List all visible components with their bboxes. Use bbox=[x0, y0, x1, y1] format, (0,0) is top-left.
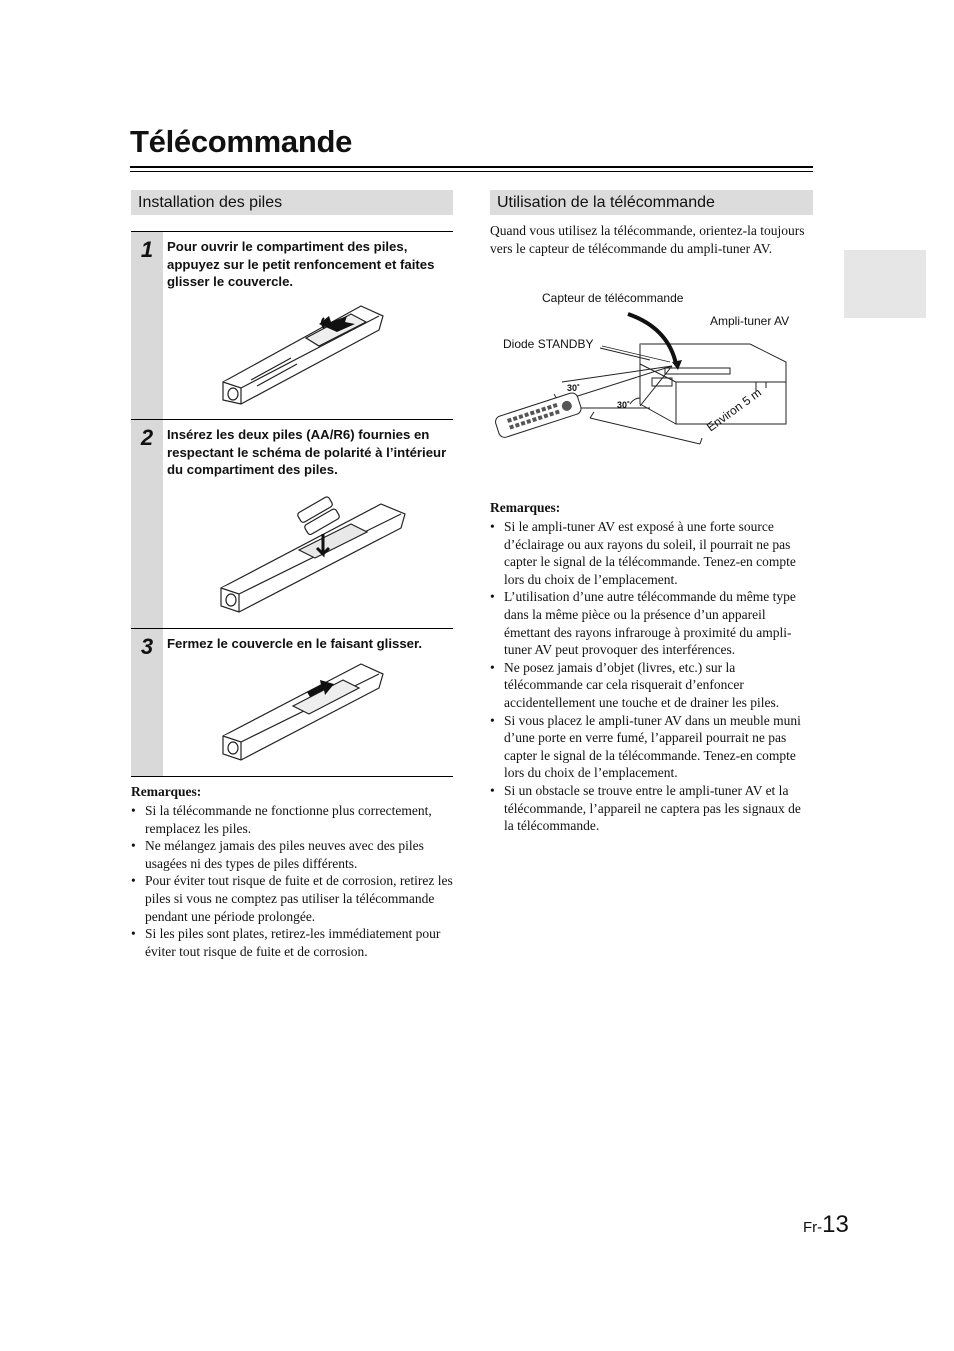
right-notes-list bbox=[490, 518, 813, 835]
label-standby: Diode STANDBY bbox=[503, 337, 594, 351]
remote-range-diagram bbox=[490, 300, 810, 460]
distance-label: Environ 5 m bbox=[704, 385, 765, 435]
side-tab bbox=[844, 250, 926, 318]
list-item: • Si vous placez le ampli-tuner AV dans un meuble muni d’une porte en verre fumé, l’appareil pourrait ne pas capter le signal de la télécommande. Tenez-en compte lors du choix de l’emplacement. bbox=[490, 712, 813, 782]
step-text: Insérez les deux piles (AA/R6) fournies en respectant le schéma de polarité à l’intérieur du compartiment des piles. bbox=[167, 427, 447, 477]
title-rule-thin bbox=[130, 171, 813, 172]
step-text: Pour ouvrir le compartiment des piles, appuyez sur le petit renfoncement et faites glisser le couvercle. bbox=[167, 239, 435, 289]
page-title: Télécommande bbox=[130, 124, 353, 159]
list-item: • Si le ampli-tuner AV est exposé à une forte source d’éclairage ou aux rayons du soleil, il pourrait ne pas capter le signal de la télécommande. Tenez-en compte lors du choix de l’emplacement. bbox=[490, 518, 813, 588]
step-number-column bbox=[131, 420, 163, 628]
list-item: • Si les piles sont plates, retirez-les immédiatement pour éviter tout risque de fuite et de corrosion. bbox=[131, 925, 453, 960]
title-rule bbox=[130, 166, 813, 168]
steps-box bbox=[131, 231, 453, 777]
list-item: • L’utilisation d’une autre télécommande du même type dans la même pièce ou la présence d’un appareil émettant des rayons infrarouge à proximité du ampli-tuner AV peut provoquer des interférences. bbox=[490, 588, 813, 658]
intro-paragraph: Quand vous utilisez la télécommande, orientez-la toujours vers le capteur de télécommande du ampli-tuner AV. bbox=[490, 223, 805, 256]
angle-label-2: 30˚ bbox=[617, 400, 631, 410]
remote-insert-batteries-figure bbox=[211, 488, 411, 618]
notes-title: Remarques: bbox=[131, 784, 202, 799]
list-item: • Pour éviter tout risque de fuite et de corrosion, retirez les piles si vous ne comptez pas utiliser la télécommande pendant une période prolongée. bbox=[131, 872, 453, 925]
page-prefix: Fr- bbox=[803, 1219, 823, 1236]
remote-open-cover-figure bbox=[211, 296, 391, 414]
step-number: 1 bbox=[140, 237, 154, 262]
step-separator bbox=[131, 419, 453, 420]
page-number-value: 13 bbox=[822, 1211, 849, 1238]
step-separator bbox=[131, 628, 453, 629]
label-unit: Ampli-tuner AV bbox=[710, 314, 790, 328]
section-heading-remote-usage: Utilisation de la télécommande bbox=[490, 190, 813, 215]
list-item: • Ne posez jamais d’objet (livres, etc.) sur la télécommande car cela risquerait d’enfoncer accidentellement une touche et de drainer les piles. bbox=[490, 659, 813, 712]
list-item: • Si un obstacle se trouve entre le ampli-tuner AV et la télécommande, l’appareil ne captera pas les signaux de la télécommande. bbox=[490, 782, 813, 835]
label-sensor: Capteur de télécommande bbox=[542, 291, 684, 305]
list-item: • Ne mélangez jamais des piles neuves avec des piles usagées ni des types de piles différents. bbox=[131, 837, 453, 872]
step-number: 2 bbox=[140, 425, 154, 450]
notes-title: Remarques: bbox=[490, 500, 561, 515]
left-notes-list bbox=[131, 802, 453, 960]
section-heading-batteries: Installation des piles bbox=[131, 190, 453, 215]
angle-label-1: 30˚ bbox=[567, 383, 581, 393]
list-item: • Si la télécommande ne fonctionne plus correctement, remplacez les piles. bbox=[131, 802, 453, 837]
step-number: 3 bbox=[140, 634, 154, 659]
page-number bbox=[803, 1211, 849, 1239]
remote-close-cover-figure bbox=[211, 656, 391, 766]
step-text: Fermez le couvercle en le faisant glisser. bbox=[167, 636, 423, 651]
